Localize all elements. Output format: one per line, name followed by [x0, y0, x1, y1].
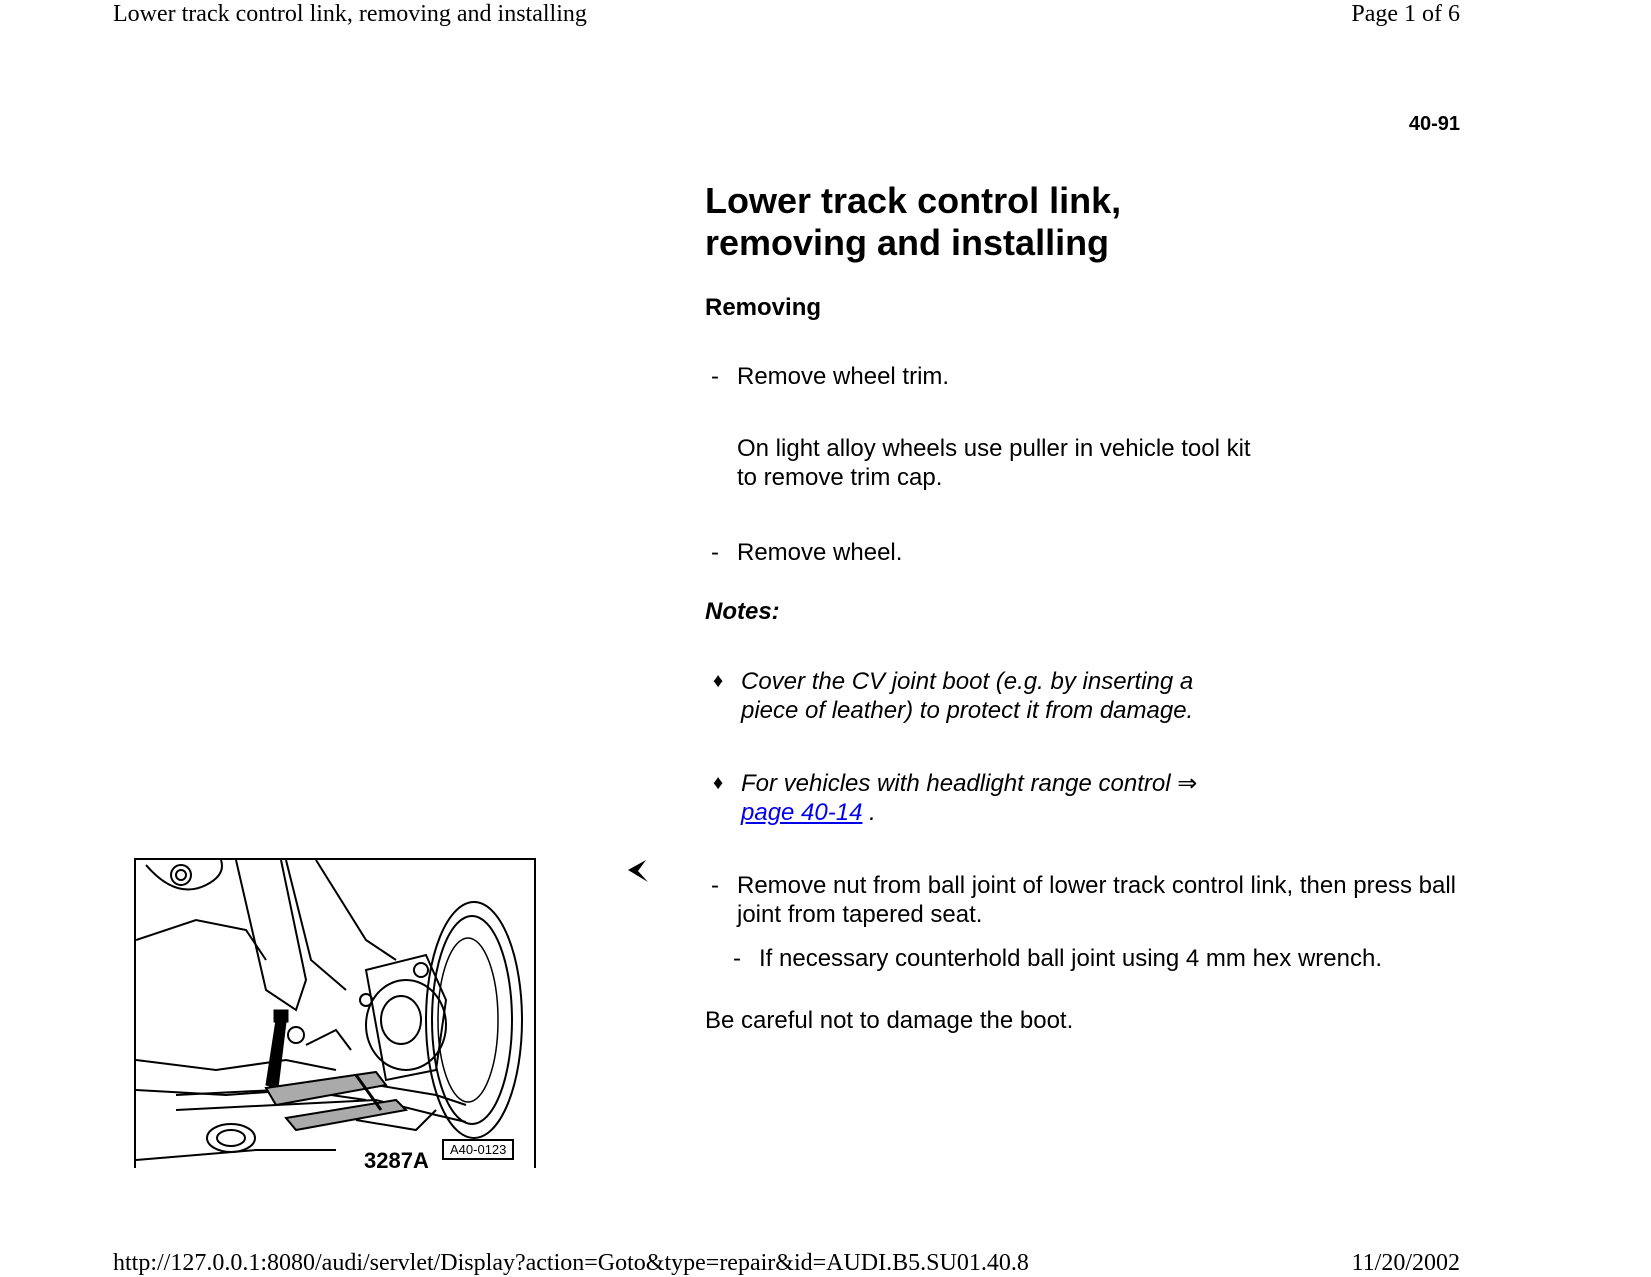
- notes-heading: Notes:: [705, 598, 780, 625]
- paragraph-line-2: to remove trim cap.: [737, 464, 943, 491]
- note-text: [741, 769, 1197, 827]
- document-title-line-2: removing and installing: [705, 222, 1110, 263]
- note-line-1: Cover the CV joint boot (e.g. by inserting a: [741, 668, 1194, 695]
- paragraph-line-1: On light alloy wheels use puller in vehicle tool kit: [737, 435, 1251, 462]
- figure-code: A40-0123: [442, 1139, 514, 1160]
- page-code: 40-91: [1408, 113, 1460, 135]
- step-dash: -: [733, 945, 741, 972]
- step-text: If necessary counterhold ball joint using 4 mm hex wrench.: [759, 945, 1382, 972]
- print-header-page-number: Page 1 of 6: [1351, 1, 1460, 27]
- print-footer-date: 11/20/2002: [1351, 1250, 1460, 1276]
- ball-joint-illustration: [134, 858, 536, 1168]
- step-remove-wheel-trim: [711, 362, 949, 391]
- step-text: [737, 871, 1456, 929]
- note-text: [741, 667, 1193, 725]
- document-title-line-1: Lower track control link,: [705, 180, 1122, 221]
- figure-pointer-arrow-icon: [626, 858, 650, 886]
- note-text-suffix: .: [869, 799, 876, 826]
- step-dash: -: [711, 363, 719, 390]
- removing-heading: Removing: [705, 294, 822, 321]
- document-title: [705, 180, 1305, 264]
- tool-label: 3287A: [364, 1148, 429, 1168]
- print-header-title: Lower track control link, removing and installing: [113, 1, 587, 27]
- alloy-wheel-paragraph: [737, 434, 1251, 492]
- step-text: Remove wheel trim.: [737, 363, 950, 390]
- note-headlight-range-control: [713, 769, 1197, 827]
- caution-text: Be careful not to damage the boot.: [705, 1007, 1074, 1034]
- diamond-bullet-icon: ♦: [713, 772, 724, 794]
- step-remove-wheel: [711, 538, 902, 567]
- note-text-prefix: For vehicles with headlight range control: [741, 770, 1171, 797]
- substep-counterhold-ball-joint: [733, 944, 1382, 973]
- diamond-bullet-icon: ♦: [713, 670, 724, 692]
- step-dash: -: [711, 872, 719, 899]
- print-footer-url: http://127.0.0.1:8080/audi/servlet/Display?action=Goto&type=repair&id=AUDI.B5.SU01.40.8: [113, 1250, 1029, 1276]
- double-arrow-right-icon: ⇒: [1177, 770, 1198, 797]
- page-40-14-link[interactable]: page 40-14: [741, 799, 863, 826]
- step-text: Remove wheel.: [737, 539, 903, 566]
- note-line-2: piece of leather) to protect it from damage.: [741, 697, 1194, 724]
- step-line-1: Remove nut from ball joint of lower track control link, then press ball: [737, 872, 1456, 899]
- note-cover-cv-boot: [713, 667, 1193, 725]
- ball-joint-drawing: [136, 860, 534, 1168]
- step-remove-ball-joint-nut: [711, 871, 1456, 929]
- step-dash: -: [711, 539, 719, 566]
- step-line-2: joint from tapered seat.: [737, 901, 983, 928]
